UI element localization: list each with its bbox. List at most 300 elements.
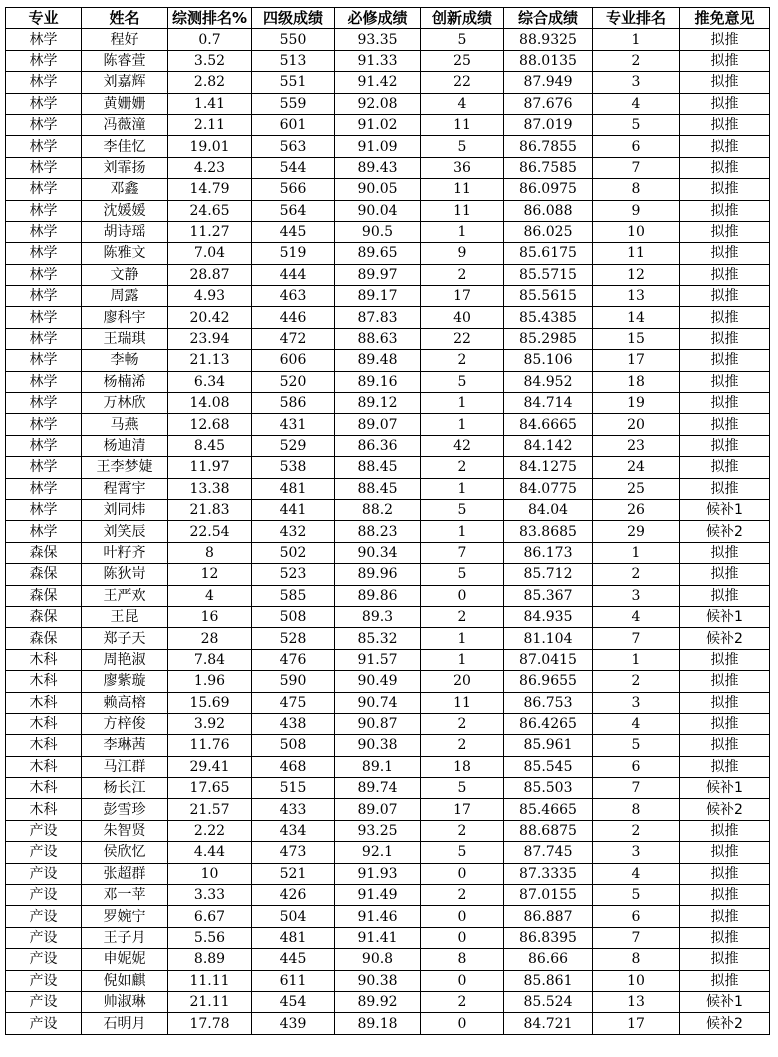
name-cell: 李佳忆 [82, 136, 168, 157]
major-cell: 林学 [6, 286, 82, 307]
overall-score-cell: 86.66 [504, 949, 593, 970]
recommendation-cell: 候补2 [680, 521, 770, 542]
recommendation-table [5, 7, 770, 1035]
required-score-cell: 90.74 [335, 692, 421, 713]
recommendation-cell: 拟推 [680, 243, 770, 264]
eval-rank-percent-cell: 14.79 [168, 179, 252, 200]
overall-score-cell: 86.7585 [504, 157, 593, 178]
recommendation-cell: 拟推 [680, 885, 770, 906]
header-recommendation: 推免意见 [680, 8, 770, 29]
table-row [6, 457, 770, 478]
table-row [6, 885, 770, 906]
eval-rank-percent-cell: 17.78 [168, 1013, 252, 1034]
major-cell: 木科 [6, 799, 82, 820]
recommendation-cell: 拟推 [680, 820, 770, 841]
major-rank-cell: 5 [593, 114, 680, 135]
major-cell: 木科 [6, 649, 82, 670]
major-cell: 木科 [6, 756, 82, 777]
name-cell: 朱智贤 [82, 820, 168, 841]
eval-rank-percent-cell: 11.11 [168, 970, 252, 991]
major-cell: 林学 [6, 50, 82, 71]
required-score-cell: 89.48 [335, 350, 421, 371]
major-cell: 林学 [6, 457, 82, 478]
cet4-score-cell: 523 [252, 564, 335, 585]
eval-rank-percent-cell: 8 [168, 542, 252, 563]
major-rank-cell: 10 [593, 970, 680, 991]
major-cell: 木科 [6, 735, 82, 756]
eval-rank-percent-cell: 13.38 [168, 478, 252, 499]
required-score-cell: 89.96 [335, 564, 421, 585]
name-cell: 赖高榕 [82, 692, 168, 713]
overall-score-cell: 85.4665 [504, 799, 593, 820]
table-row [6, 927, 770, 948]
innovation-score-cell: 5 [421, 842, 504, 863]
table-row [6, 393, 770, 414]
overall-score-cell: 85.712 [504, 564, 593, 585]
overall-score-cell: 84.0775 [504, 478, 593, 499]
eval-rank-percent-cell: 29.41 [168, 756, 252, 777]
required-score-cell: 90.49 [335, 671, 421, 692]
innovation-score-cell: 1 [421, 414, 504, 435]
major-cell: 林学 [6, 93, 82, 114]
name-cell: 黄姗姗 [82, 93, 168, 114]
innovation-score-cell: 25 [421, 50, 504, 71]
cet4-score-cell: 601 [252, 114, 335, 135]
major-rank-cell: 5 [593, 735, 680, 756]
required-score-cell: 91.42 [335, 72, 421, 93]
recommendation-cell: 拟推 [680, 93, 770, 114]
eval-rank-percent-cell: 4.23 [168, 157, 252, 178]
eval-rank-percent-cell: 3.92 [168, 713, 252, 734]
overall-score-cell: 86.173 [504, 542, 593, 563]
overall-score-cell: 85.4385 [504, 307, 593, 328]
major-cell: 林学 [6, 221, 82, 242]
eval-rank-percent-cell: 28 [168, 628, 252, 649]
eval-rank-percent-cell: 3.52 [168, 50, 252, 71]
innovation-score-cell: 22 [421, 72, 504, 93]
major-cell: 森保 [6, 628, 82, 649]
eval-rank-percent-cell: 17.65 [168, 778, 252, 799]
major-cell: 林学 [6, 264, 82, 285]
overall-score-cell: 84.952 [504, 371, 593, 392]
innovation-score-cell: 0 [421, 927, 504, 948]
eval-rank-percent-cell: 11.76 [168, 735, 252, 756]
name-cell: 万林欣 [82, 393, 168, 414]
innovation-score-cell: 42 [421, 435, 504, 456]
major-rank-cell: 17 [593, 1013, 680, 1034]
major-rank-cell: 13 [593, 991, 680, 1012]
name-cell: 张超群 [82, 863, 168, 884]
cet4-score-cell: 586 [252, 393, 335, 414]
overall-score-cell: 86.887 [504, 906, 593, 927]
overall-score-cell: 86.8395 [504, 927, 593, 948]
table-row [6, 50, 770, 71]
eval-rank-percent-cell: 3.33 [168, 885, 252, 906]
name-cell: 罗婉宁 [82, 906, 168, 927]
innovation-score-cell: 1 [421, 478, 504, 499]
table-row [6, 628, 770, 649]
major-cell: 林学 [6, 521, 82, 542]
eval-rank-percent-cell: 14.08 [168, 393, 252, 414]
header-cet4-score: 四级成绩 [252, 8, 335, 29]
table-row [6, 778, 770, 799]
table-row [6, 542, 770, 563]
required-score-cell: 89.18 [335, 1013, 421, 1034]
name-cell: 彭雪珍 [82, 799, 168, 820]
recommendation-cell: 拟推 [680, 179, 770, 200]
eval-rank-percent-cell: 16 [168, 606, 252, 627]
required-score-cell: 88.45 [335, 478, 421, 499]
major-cell: 森保 [6, 585, 82, 606]
recommendation-cell: 拟推 [680, 29, 770, 50]
table-row [6, 756, 770, 777]
cet4-score-cell: 529 [252, 435, 335, 456]
name-cell: 邓鑫 [82, 179, 168, 200]
major-rank-cell: 2 [593, 671, 680, 692]
innovation-score-cell: 2 [421, 991, 504, 1012]
table-body [6, 29, 770, 1034]
name-cell: 马江群 [82, 756, 168, 777]
name-cell: 程好 [82, 29, 168, 50]
major-cell: 森保 [6, 542, 82, 563]
name-cell: 王子月 [82, 927, 168, 948]
major-rank-cell: 7 [593, 778, 680, 799]
major-rank-cell: 18 [593, 371, 680, 392]
overall-score-cell: 83.8685 [504, 521, 593, 542]
overall-score-cell: 85.367 [504, 585, 593, 606]
innovation-score-cell: 2 [421, 264, 504, 285]
major-rank-cell: 1 [593, 542, 680, 563]
table-row [6, 72, 770, 93]
innovation-score-cell: 2 [421, 606, 504, 627]
name-cell: 刘同炜 [82, 499, 168, 520]
cet4-score-cell: 481 [252, 927, 335, 948]
overall-score-cell: 84.935 [504, 606, 593, 627]
major-cell: 林学 [6, 478, 82, 499]
cet4-score-cell: 476 [252, 649, 335, 670]
recommendation-cell: 拟推 [680, 927, 770, 948]
table-row [6, 350, 770, 371]
innovation-score-cell: 11 [421, 179, 504, 200]
major-cell: 林学 [6, 72, 82, 93]
cet4-score-cell: 432 [252, 521, 335, 542]
innovation-score-cell: 17 [421, 286, 504, 307]
major-rank-cell: 19 [593, 393, 680, 414]
innovation-score-cell: 5 [421, 778, 504, 799]
recommendation-cell: 拟推 [680, 671, 770, 692]
major-rank-cell: 13 [593, 286, 680, 307]
major-rank-cell: 14 [593, 307, 680, 328]
cet4-score-cell: 481 [252, 478, 335, 499]
required-score-cell: 88.45 [335, 457, 421, 478]
overall-score-cell: 86.0975 [504, 179, 593, 200]
name-cell: 石明月 [82, 1013, 168, 1034]
required-score-cell: 89.1 [335, 756, 421, 777]
eval-rank-percent-cell: 10 [168, 863, 252, 884]
recommendation-cell: 拟推 [680, 756, 770, 777]
eval-rank-percent-cell: 21.83 [168, 499, 252, 520]
major-cell: 产设 [6, 970, 82, 991]
name-cell: 陈雅文 [82, 243, 168, 264]
overall-score-cell: 86.025 [504, 221, 593, 242]
cet4-score-cell: 463 [252, 286, 335, 307]
required-score-cell: 91.49 [335, 885, 421, 906]
recommendation-cell: 候补1 [680, 499, 770, 520]
major-rank-cell: 8 [593, 179, 680, 200]
eval-rank-percent-cell: 4.93 [168, 286, 252, 307]
major-cell: 森保 [6, 606, 82, 627]
name-cell: 沈媛媛 [82, 200, 168, 221]
cet4-score-cell: 551 [252, 72, 335, 93]
innovation-score-cell: 1 [421, 628, 504, 649]
cet4-score-cell: 445 [252, 949, 335, 970]
name-cell: 郑子天 [82, 628, 168, 649]
overall-score-cell: 84.04 [504, 499, 593, 520]
recommendation-cell: 拟推 [680, 136, 770, 157]
required-score-cell: 91.46 [335, 906, 421, 927]
major-rank-cell: 6 [593, 136, 680, 157]
table-row [6, 114, 770, 135]
header-major: 专业 [6, 8, 82, 29]
table-row [6, 970, 770, 991]
name-cell: 李琳茜 [82, 735, 168, 756]
header-required-score: 必修成绩 [335, 8, 421, 29]
major-cell: 森保 [6, 564, 82, 585]
header-overall-score: 综合成绩 [504, 8, 593, 29]
recommendation-cell: 拟推 [680, 735, 770, 756]
table-row [6, 307, 770, 328]
table-row [6, 606, 770, 627]
required-score-cell: 90.87 [335, 713, 421, 734]
major-cell: 林学 [6, 243, 82, 264]
major-cell: 林学 [6, 414, 82, 435]
required-score-cell: 91.02 [335, 114, 421, 135]
eval-rank-percent-cell: 7.04 [168, 243, 252, 264]
name-cell: 杨长江 [82, 778, 168, 799]
table-row [6, 820, 770, 841]
major-cell: 林学 [6, 328, 82, 349]
name-cell: 方梓俊 [82, 713, 168, 734]
required-score-cell: 89.65 [335, 243, 421, 264]
cet4-score-cell: 431 [252, 414, 335, 435]
major-rank-cell: 3 [593, 72, 680, 93]
name-cell: 胡诗瑶 [82, 221, 168, 242]
name-cell: 邓一苹 [82, 885, 168, 906]
innovation-score-cell: 1 [421, 221, 504, 242]
table-row [6, 29, 770, 50]
required-score-cell: 85.32 [335, 628, 421, 649]
major-rank-cell: 1 [593, 29, 680, 50]
name-cell: 文静 [82, 264, 168, 285]
eval-rank-percent-cell: 5.56 [168, 927, 252, 948]
cet4-score-cell: 521 [252, 863, 335, 884]
innovation-score-cell: 1 [421, 649, 504, 670]
cet4-score-cell: 606 [252, 350, 335, 371]
cet4-score-cell: 519 [252, 243, 335, 264]
overall-score-cell: 85.503 [504, 778, 593, 799]
major-rank-cell: 23 [593, 435, 680, 456]
innovation-score-cell: 2 [421, 735, 504, 756]
header-innovation-score: 创新成绩 [421, 8, 504, 29]
table-row [6, 991, 770, 1012]
recommendation-cell: 拟推 [680, 350, 770, 371]
required-score-cell: 90.38 [335, 735, 421, 756]
cet4-score-cell: 472 [252, 328, 335, 349]
innovation-score-cell: 11 [421, 114, 504, 135]
eval-rank-percent-cell: 4 [168, 585, 252, 606]
header-eval-rank-percent: 综测排名% [168, 8, 252, 29]
table-row [6, 136, 770, 157]
major-rank-cell: 25 [593, 478, 680, 499]
name-cell: 刘霏扬 [82, 157, 168, 178]
recommendation-cell: 拟推 [680, 564, 770, 585]
required-score-cell: 89.12 [335, 393, 421, 414]
name-cell: 陈狄岢 [82, 564, 168, 585]
required-score-cell: 88.63 [335, 328, 421, 349]
required-score-cell: 92.08 [335, 93, 421, 114]
major-rank-cell: 6 [593, 906, 680, 927]
recommendation-cell: 拟推 [680, 906, 770, 927]
major-rank-cell: 3 [593, 692, 680, 713]
overall-score-cell: 87.676 [504, 93, 593, 114]
table-row [6, 713, 770, 734]
major-rank-cell: 7 [593, 157, 680, 178]
overall-score-cell: 85.6175 [504, 243, 593, 264]
name-cell: 杨迪清 [82, 435, 168, 456]
major-cell: 林学 [6, 371, 82, 392]
innovation-score-cell: 4 [421, 93, 504, 114]
major-cell: 木科 [6, 671, 82, 692]
cet4-score-cell: 433 [252, 799, 335, 820]
cet4-score-cell: 590 [252, 671, 335, 692]
innovation-score-cell: 5 [421, 371, 504, 392]
name-cell: 陈睿萱 [82, 50, 168, 71]
recommendation-cell: 拟推 [680, 286, 770, 307]
required-score-cell: 88.23 [335, 521, 421, 542]
innovation-score-cell: 0 [421, 1013, 504, 1034]
innovation-score-cell: 1 [421, 393, 504, 414]
table-row [6, 264, 770, 285]
name-cell: 帅淑琳 [82, 991, 168, 1012]
required-score-cell: 93.25 [335, 820, 421, 841]
major-rank-cell: 29 [593, 521, 680, 542]
major-rank-cell: 10 [593, 221, 680, 242]
major-rank-cell: 4 [593, 606, 680, 627]
innovation-score-cell: 0 [421, 906, 504, 927]
required-score-cell: 89.07 [335, 799, 421, 820]
table-row [6, 414, 770, 435]
major-rank-cell: 2 [593, 820, 680, 841]
cet4-score-cell: 528 [252, 628, 335, 649]
innovation-score-cell: 2 [421, 885, 504, 906]
cet4-score-cell: 441 [252, 499, 335, 520]
eval-rank-percent-cell: 0.7 [168, 29, 252, 50]
table-row [6, 179, 770, 200]
table-row [6, 286, 770, 307]
overall-score-cell: 87.0415 [504, 649, 593, 670]
recommendation-cell: 拟推 [680, 949, 770, 970]
eval-rank-percent-cell: 24.65 [168, 200, 252, 221]
major-rank-cell: 4 [593, 863, 680, 884]
name-cell: 程霄宇 [82, 478, 168, 499]
overall-score-cell: 84.721 [504, 1013, 593, 1034]
recommendation-cell: 拟推 [680, 72, 770, 93]
major-rank-cell: 4 [593, 713, 680, 734]
required-score-cell: 93.35 [335, 29, 421, 50]
recommendation-cell: 拟推 [680, 328, 770, 349]
recommendation-cell: 拟推 [680, 692, 770, 713]
table-row [6, 157, 770, 178]
overall-score-cell: 85.545 [504, 756, 593, 777]
required-score-cell: 90.04 [335, 200, 421, 221]
recommendation-cell: 拟推 [680, 542, 770, 563]
overall-score-cell: 86.4265 [504, 713, 593, 734]
required-score-cell: 90.05 [335, 179, 421, 200]
overall-score-cell: 85.5615 [504, 286, 593, 307]
major-cell: 产设 [6, 906, 82, 927]
required-score-cell: 90.8 [335, 949, 421, 970]
major-rank-cell: 2 [593, 50, 680, 71]
eval-rank-percent-cell: 6.67 [168, 906, 252, 927]
required-score-cell: 89.97 [335, 264, 421, 285]
major-cell: 产设 [6, 1013, 82, 1034]
eval-rank-percent-cell: 2.22 [168, 820, 252, 841]
cet4-score-cell: 434 [252, 820, 335, 841]
major-cell: 林学 [6, 435, 82, 456]
innovation-score-cell: 9 [421, 243, 504, 264]
name-cell: 廖科宇 [82, 307, 168, 328]
major-rank-cell: 7 [593, 927, 680, 948]
overall-score-cell: 84.142 [504, 435, 593, 456]
name-cell: 王昆 [82, 606, 168, 627]
cet4-score-cell: 563 [252, 136, 335, 157]
name-cell: 刘嘉辉 [82, 72, 168, 93]
overall-score-cell: 86.753 [504, 692, 593, 713]
overall-score-cell: 88.6875 [504, 820, 593, 841]
table-row [6, 949, 770, 970]
required-score-cell: 91.09 [335, 136, 421, 157]
overall-score-cell: 87.0155 [504, 885, 593, 906]
name-cell: 冯薇潼 [82, 114, 168, 135]
recommendation-cell: 拟推 [680, 435, 770, 456]
name-cell: 申妮妮 [82, 949, 168, 970]
overall-score-cell: 85.5715 [504, 264, 593, 285]
name-cell: 周露 [82, 286, 168, 307]
eval-rank-percent-cell: 12 [168, 564, 252, 585]
overall-score-cell: 86.7855 [504, 136, 593, 157]
table-row [6, 371, 770, 392]
cet4-score-cell: 446 [252, 307, 335, 328]
required-score-cell: 88.2 [335, 499, 421, 520]
major-rank-cell: 6 [593, 756, 680, 777]
table-row [6, 1013, 770, 1034]
recommendation-cell: 拟推 [680, 585, 770, 606]
cet4-score-cell: 438 [252, 713, 335, 734]
overall-score-cell: 88.0135 [504, 50, 593, 71]
recommendation-cell: 拟推 [680, 157, 770, 178]
table-row [6, 478, 770, 499]
major-rank-cell: 11 [593, 243, 680, 264]
innovation-score-cell: 17 [421, 799, 504, 820]
major-rank-cell: 8 [593, 799, 680, 820]
eval-rank-percent-cell: 15.69 [168, 692, 252, 713]
name-cell: 马燕 [82, 414, 168, 435]
required-score-cell: 89.17 [335, 286, 421, 307]
cet4-score-cell: 473 [252, 842, 335, 863]
required-score-cell: 91.57 [335, 649, 421, 670]
recommendation-cell: 拟推 [680, 863, 770, 884]
table-row [6, 842, 770, 863]
